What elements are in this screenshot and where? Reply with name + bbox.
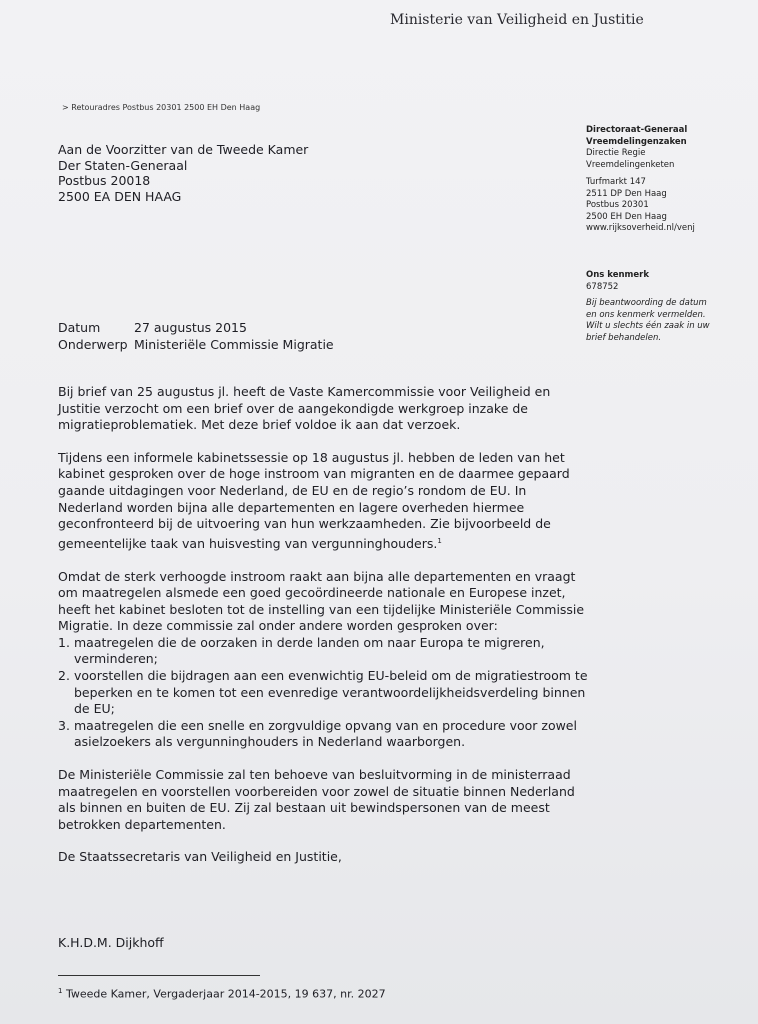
return-address: > Retouradres Postbus 20301 2500 EH Den Haag xyxy=(62,103,261,112)
recipient-line: Der Staten-Generaal xyxy=(58,157,188,173)
list-item xyxy=(58,668,588,718)
sender-website: www.rijksoverheid.nl/venj xyxy=(586,223,695,233)
reference-label: Ons kenmerk xyxy=(586,270,650,280)
body-paragraph-text: Tijdens een informele kabinetssessie op 18 augustus jl. hebben de leden van het kabinet gesproken over de hoge instroom van migranten en de daarmee gepaard gaande uitdagingen voor Nederland, de EU en de regio’s rondom de EU. In Nederland worden bijna alle departementen en lagere overheden hiermee geconfronteerd bij de uitvoering van hun werkzaamheden. Zie bijvoorbeeld de gemeentelijke taak van huisvesting van vergunninghouders. xyxy=(58,449,570,551)
reference-note: brief behandelen. xyxy=(586,332,662,343)
recipient-line: Postbus 20018 xyxy=(58,173,151,188)
sender-address-line: Turfmarkt 147 xyxy=(586,177,646,187)
reference-note: en ons kenmerk vermelden. xyxy=(586,309,706,320)
footnote xyxy=(58,987,386,1001)
letter-meta xyxy=(58,319,334,353)
ministry-header: Ministerie van Veiligheid en Justitie xyxy=(390,12,644,28)
measures-list xyxy=(58,635,588,751)
list-number: 3. xyxy=(58,717,70,733)
recipient-line: 2500 EA DEN HAAG xyxy=(58,188,182,204)
sender-department: Vreemdelingenzaken xyxy=(586,136,687,147)
letter-body xyxy=(58,384,588,882)
sender-department: Directoraat-Generaal xyxy=(586,125,688,135)
sender-subdivision: Directie Regie xyxy=(586,148,646,158)
reference-value: 678752 xyxy=(586,281,619,292)
list-text: voorstellen die bijdragen aan een evenwichtig EU-beleid om de migratiestroom te beperken en te komen tot een evenredige verantwoordelijkheidsverdeling binnen de EU; xyxy=(74,668,588,717)
list-item xyxy=(58,635,588,668)
sender-address-line: 2500 EH Den Haag xyxy=(586,211,667,222)
recipient-line: Aan de Voorzitter van de Tweede Kamer xyxy=(58,142,309,157)
date-label: Datum xyxy=(58,320,101,335)
subject-value: Ministeriële Commissie Migratie xyxy=(134,337,334,352)
subject-label: Onderwerp xyxy=(58,337,128,352)
sender-address-line: 2511 DP Den Haag xyxy=(586,188,667,199)
reference-note: Wilt u slechts één zaak in uw xyxy=(586,321,710,331)
date-value: 27 augustus 2015 xyxy=(134,320,247,335)
footnote-mark: 1 xyxy=(58,987,63,995)
reference-note: Bij beantwoording de datum xyxy=(586,298,707,308)
list-text: maatregelen die de oorzaken in derde landen om naar Europa te migreren, verminderen; xyxy=(74,634,545,667)
sender-block xyxy=(586,125,756,235)
signatory-name: K.H.D.M. Dijkhoff xyxy=(58,935,164,950)
footnote-divider xyxy=(58,975,260,976)
list-item xyxy=(58,718,588,751)
body-paragraph: Bij brief van 25 augustus jl. heeft de Vaste Kamercommissie voor Veiligheid en Justitie verzocht om een brief over de aangekondigde werkgroep inzake de migratieproblematiek. Met deze brief voldoe ik aan dat verzoek. xyxy=(58,384,551,433)
list-number: 1. xyxy=(58,634,70,650)
body-paragraph: Omdat de sterk verhoogde instroom raakt aan bijna alle departementen en vraagt om maatregelen alsmede een goed gecoördineerde nationale en Europese inzet, heeft het kabinet besloten tot de instelling van een tijdelijke Ministeriële Commissie Migratie. In deze commissie zal onder andere worden gesproken over: xyxy=(58,568,585,634)
list-number: 2. xyxy=(58,668,70,684)
reference-block xyxy=(586,270,756,344)
list-text: maatregelen die een snelle en zorgvuldige opvang van en procedure voor zowel asielzoekers als vergunninghouders in Nederland waarborgen. xyxy=(74,717,577,750)
footnote-text: Tweede Kamer, Vergaderjaar 2014-2015, 19 637, nr. 2027 xyxy=(62,987,386,1001)
body-paragraph xyxy=(58,450,588,553)
sender-subdivision: Vreemdelingenketen xyxy=(586,159,675,170)
sender-address-line: Postbus 20301 xyxy=(586,200,649,210)
recipient-address xyxy=(58,142,308,204)
closing-line: De Staatssecretaris van Veiligheid en Justitie, xyxy=(58,849,342,865)
footnote-reference: 1 xyxy=(437,536,442,545)
body-paragraph: De Ministeriële Commissie zal ten behoeve van besluitvorming in de ministerraad maatregelen en voorstellen voorbereiden voor zowel de situatie binnen Nederland als binnen en buiten de EU. Zij zal bestaan uit bewindspersonen van de meest betrokken departementen. xyxy=(58,767,575,832)
